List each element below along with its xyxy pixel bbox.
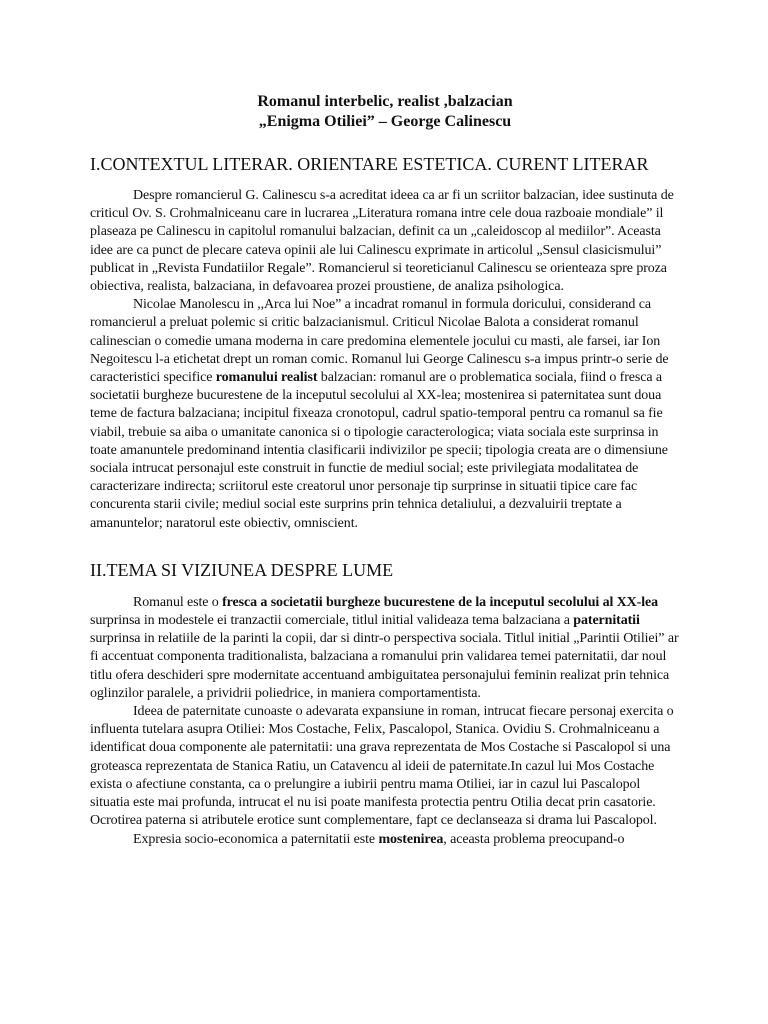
paragraph-text: Expresia socio-economica a paternitatii este [133, 831, 379, 847]
bold-term: paternitatii [573, 613, 640, 629]
section-2-paragraph-1 [90, 594, 680, 703]
title-line-1: Romanul interbelic, realist ,balzacian [257, 93, 513, 110]
paragraph-text: Romanul este o [133, 594, 223, 610]
section-2-heading: II.TEMA SI VIZIUNEA DESPRE LUME [90, 559, 394, 580]
paragraph-text: Nicolae Manolescu in ,,Arca lui Noe” a incadrat romanul in formula doricului, considerand ca romancierul a preluat polemic si critic balzacianismul. Criticul Nicolae Balota a considerat romanul calinescian o comedie umana moderna in care predomina elementele jocului cu masti, ale farsei, iar Ion Negoitescu l-a etichetat drept un roman comic. Romanul lui George Calinescu s-a impus printr-o serie de caracteristici specifice [90, 297, 669, 386]
paragraph-text: , aceasta problema preocupand-o [443, 831, 625, 847]
paragraph-text: surprinsa in relatiile de la parinti la copii, dar si dintr-o perspectiva sociala. Titlul initial „Parintii Otiliei” ar fi accentuat componenta traditionalista, balzaciana a romanului prin validarea temei paternitatii, dar noul titlu ofera deschideri spre modernitate accentuand ambiguitatea personajului feminin realizat prin tehnica oglinzilor paralele, a prividrii poliedrice, in maniera comportamentista. [90, 631, 679, 701]
bold-term: mostenirea [378, 831, 444, 847]
title-line-2: „Enigma Otiliei” – George Calinescu [258, 113, 512, 130]
section-1-paragraph-2 [90, 296, 680, 533]
section-1-heading: I.CONTEXTUL LITERAR. ORIENTARE ESTETICA. CURENT LITERAR [90, 154, 649, 174]
paragraph-text: balzacian: romanul are o problematica sociala, fiind o fresca a societatii burgheze bucurestene de la inceputul secolului al XX-lea; mostenirea si paternitatea sunt doua teme de factura balzaciana; incipitul fixeaza cronotopul, cadrul spatio-temporal pentru ca romanul sa fie viabil, trebuie sa aiba o umanitate canonica si o tipologie caracterologica; viata sociala este surprinsa in toate amanuntele predominand intentia clasificarii indivizilor pe specii; tipologia creata are o dimensiune sociala intrucat personajul este construit in functie de mediul social; este privilegiata modalitatea de caracterizare indirecta; scriitorul este creatorul unor personaje tip surprinse in situatii tipice care fac concurenta starii civile; mediul social este surprins prin tehnica detaliului, a dezvaluirii treptate a amanuntelor; naratorul este obiectiv, omniscient. [90, 370, 668, 531]
section-1-paragraph-1: Despre romancierul G. Calinescu s-a acreditat ideea ca ar fi un scriitor balzacian, idee sustinuta de criticul Ov. S. Crohmalniceanu care in lucrarea „Literatura romana intre cele doua razboaie mondiale” il plaseaza pe Calinescu in capitolul romanului balzacian, definit ca un „caleidoscop al mediilor”. Aceasta idee are ca punct de plecare cateva opinii ale lui Calinescu exprimate in articolul „Sensul clasicismului” publicat in „Revista Fundatiilor Regale”. Romancierul si teoreticianul Calinescu se orienteaza spre proza obiectiva, realista, balzaciana, in defavoarea prozei proustiene, de analiza psihologica. [90, 188, 674, 295]
paragraph-text: surprinsa in modestele ei tranzactii comerciale, titlul initial valideaza tema balzaciana a [90, 613, 574, 629]
section-2-paragraph-2: Ideea de paternitate cunoaste o adevarata expansiune in roman, intrucat fiecare personaj exercita o influenta tutelara asupra Otiliei: Mos Costache, Felix, Pascalopol, Stanica. Ovidiu S. Crohmalniceanu a identificat doua componente ale paternitatii: una grava reprezentata de Mos Costache si Pascalopol si una groteasca reprezentata de Stanica Ratiu, un Catavencu al ideii de paternitate.In cazul lui Mos Costache exista o afectiune constanta, ca o prelungire a iubirii pentru mama Otiliei, iar in cazul lui Pascalopol situatia este mai profunda, intrucat el nu isi poate manifesta protectia pentru Otilia decat prin casatorie. Ocrotirea paterna si atributele erotice sunt complementare, fapt ce declanseaza si drama lui Pascalopol. [90, 704, 674, 829]
bold-term: fresca a societatii burgheze bucurestene de la inceputul secolului al XX-lea [222, 594, 659, 610]
section-2-paragraph-3 [90, 831, 680, 849]
bold-term: romanului realist [215, 370, 318, 386]
document-title [90, 92, 680, 132]
